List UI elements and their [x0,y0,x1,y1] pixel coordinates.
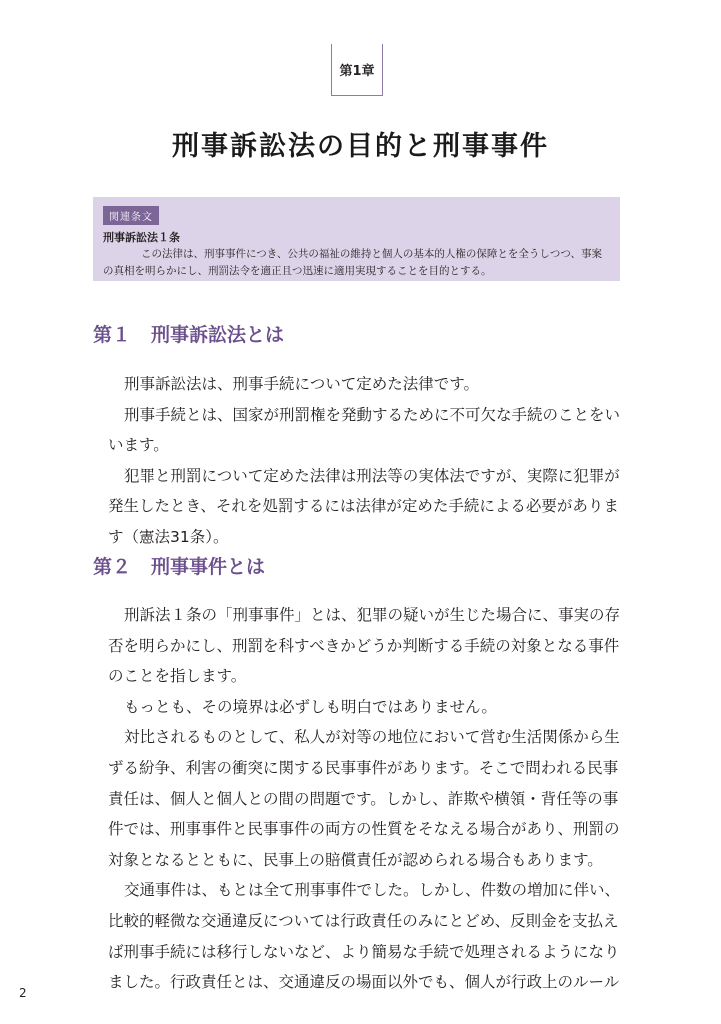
paragraph-line: 発生したとき、それを処罰するには法律が定めた手続による必要がありま [108,497,619,516]
paragraph-line: 刑訴法１条の「刑事事件」とは、犯罪の疑いが生じた場合に、事実の存 [124,606,621,624]
paragraph-line: ば刑事手続には移行しないなど、より簡易な手続で処理されるようになり [108,942,620,961]
paragraph-line: ました。行政責任とは、交通違反の場面以外でも、個人が行政上のルール [108,973,620,992]
chapter-label [331,44,383,96]
section-heading-1 [93,320,284,347]
page-title: 刑事訴訟法の目的と刑事事件 [172,131,549,162]
paragraph-line: 犯罪と刑罰について定めた法律は刑法等の実体法ですが、実際に犯罪が [124,466,620,485]
page-number: 2 [19,986,27,1000]
paragraph-line: 対比されるものとして、私人が対等の地位において営む生活関係から生 [124,728,620,747]
paragraph-line: す（憲法31条）。 [108,527,229,546]
related-article-title: 刑事訴訟法１条 [103,231,180,244]
paragraph-line: もっとも、その境界は必ずしも明白ではありません。 [124,697,497,716]
paragraph-line: ずる紛争、利害の衝突に関する民事事件があります。そこで問われる民事 [108,758,619,777]
paragraph-line: 責任は、個人と個人との間の問題です。しかし、詐欺や横領・背任等の事 [108,789,619,808]
related-text-line: この法律は、刑事事件につき、公共の福祉の維持と個人の基本的人権の保障とを全うしつつ、事案 [141,248,602,260]
related-article-text [103,246,610,280]
section-1-body [108,369,628,553]
paragraph-line: のことを指します。 [108,667,247,686]
section-title: 刑事訴訟法とは [151,324,285,346]
section-title: 刑事事件とは [151,556,266,578]
paragraph-line: 比較的軽微な交通違反については行政責任のみにとどめ、反則金を支払え [108,911,619,930]
section-heading-2 [93,552,265,579]
related-articles-badge: 関連条文 [103,206,159,225]
related-articles-box [93,197,620,281]
paragraph-line: 件では、刑事事件と民事事件の両方の性質をそなえる場合があり、刑罰の [108,820,620,839]
paragraph-line: 刑事訴訟法は、刑事手続について定めた法律です。 [124,375,479,393]
paragraph-line: 否を明らかにし、刑罰を科すべきかどうか判断する手続の対象となる事件 [108,636,620,655]
paragraph-line: 対象となるとともに、民事上の賠償責任が認められる場合もあります。 [108,850,603,869]
paragraph-line: います。 [108,436,169,455]
paragraph-line: 刑事手続とは、国家が刑罰権を発動するために不可欠な手続のことをい [124,405,621,424]
section-2-body [108,600,628,998]
paragraph-line: 交通事件は、もとは全て刑事事件でした。しかし、件数の増加に伴い、 [124,881,621,900]
chapter-label-text: 第1章 [339,64,375,79]
section-number: 第２ [93,556,132,578]
related-text-line: の真相を明らかにし、刑罰法令を適正且つ迅速に適用実現することを目的とする。 [103,265,492,277]
section-number: 第１ [93,324,132,346]
